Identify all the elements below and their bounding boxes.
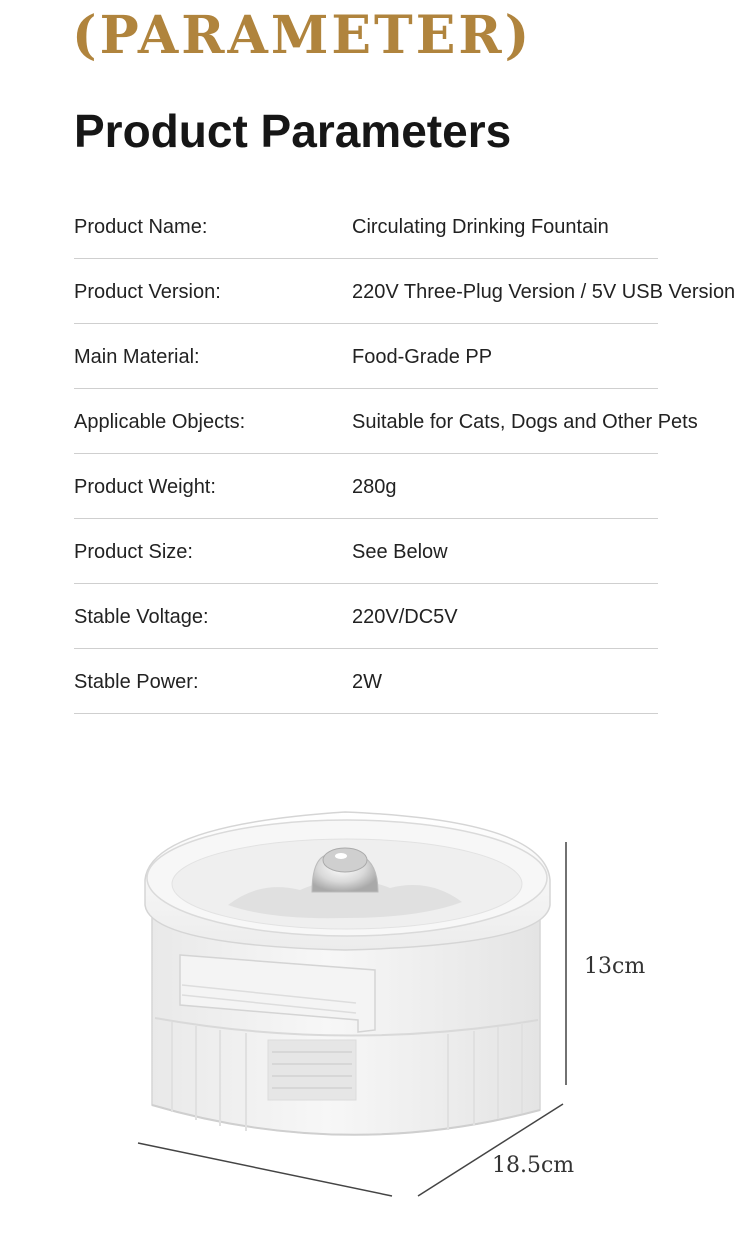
page-title: Product Parameters <box>74 105 512 157</box>
product-illustration <box>0 760 750 1239</box>
spec-value: See Below <box>352 541 448 563</box>
spec-label: Main Material: <box>74 346 200 368</box>
spec-value: Food-Grade PP <box>352 346 493 368</box>
spec-row-stable-voltage <box>74 584 658 649</box>
spec-row-product-weight <box>74 454 658 519</box>
spec-row-product-version <box>74 259 736 324</box>
spec-table <box>74 194 736 714</box>
spec-row-main-material <box>74 324 658 389</box>
spec-label: Product Version: <box>74 281 221 303</box>
spec-label: Product Name: <box>74 216 208 238</box>
spec-label: Product Weight: <box>74 476 216 498</box>
spec-row-product-size <box>74 519 658 584</box>
spec-value: Circulating Drinking Fountain <box>352 216 609 238</box>
spec-label: Applicable Objects: <box>74 411 246 433</box>
spec-value: 2W <box>352 671 382 693</box>
spec-label: Stable Power: <box>74 671 199 693</box>
spec-value: 220V/DC5V <box>352 606 458 628</box>
spec-row-stable-power <box>74 649 658 714</box>
width-dimension-label: 18.5cm <box>492 1153 575 1178</box>
spec-value: Suitable for Cats, Dogs and Other Pets <box>352 411 698 433</box>
spec-value: 220V Three-Plug Version / 5V USB Version <box>352 281 736 303</box>
fountain-lid <box>145 812 550 950</box>
spec-label: Stable Voltage: <box>74 606 209 628</box>
spec-row-applicable-objects <box>74 389 698 454</box>
spec-label: Product Size: <box>74 541 193 563</box>
section-banner: (PARAMETER) <box>72 5 533 66</box>
spec-row-product-name <box>74 194 658 259</box>
height-dimension-label: 13cm <box>584 954 646 979</box>
spec-value: 280g <box>352 476 397 498</box>
